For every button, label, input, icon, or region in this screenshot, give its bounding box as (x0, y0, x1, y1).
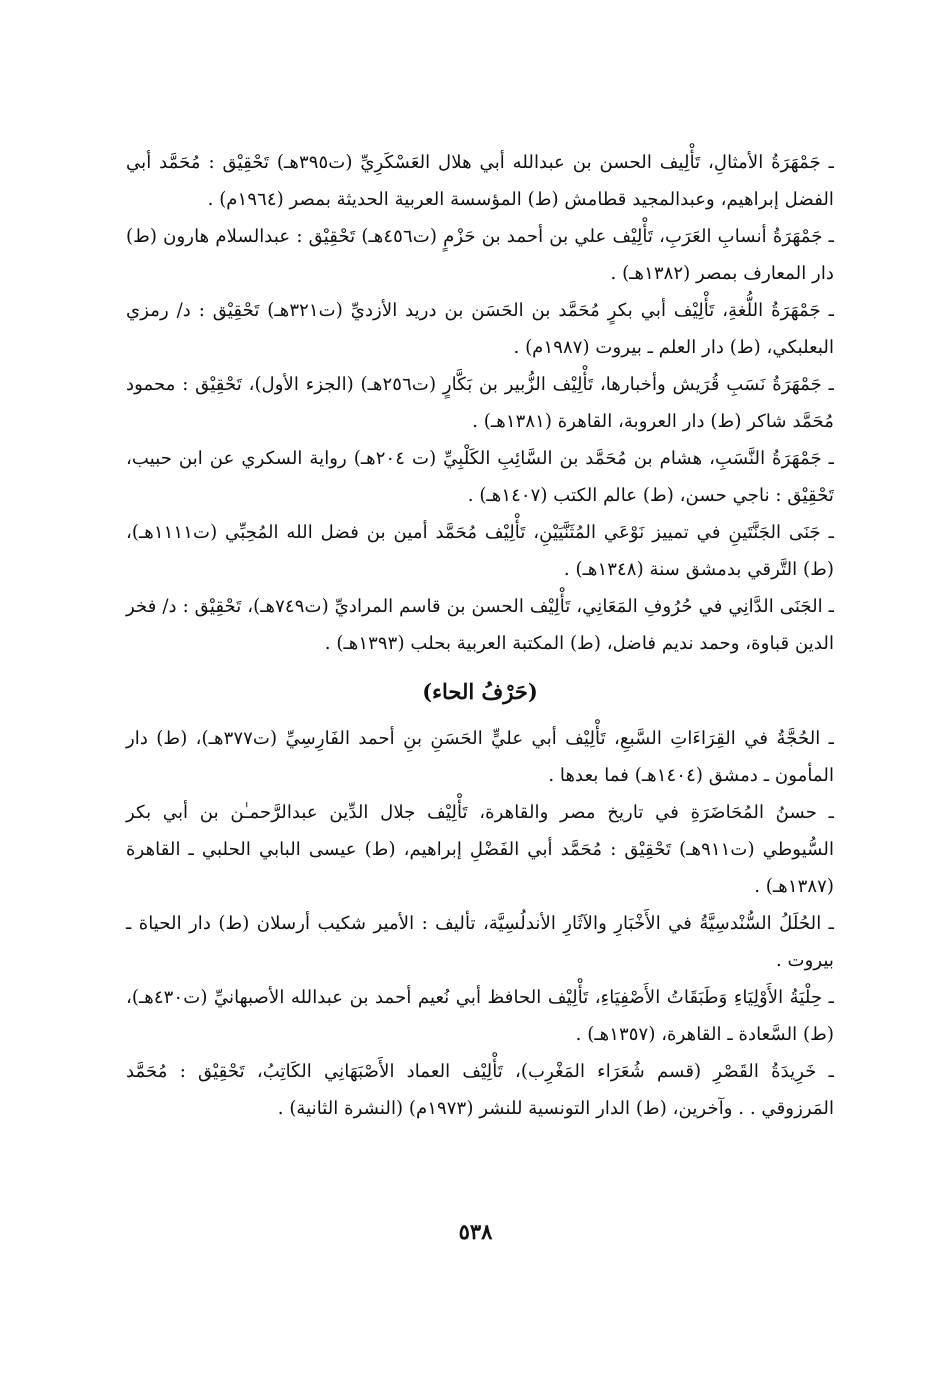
bibliography-entry: ـ خَرِيدَةُ القَصْرِ (قسم شُعَرَاء المَغْرِب)، تَأْلِيْف العماد الأَصْبَهَانِي الكَاتِبُ، تَحْقِيْق : مُحَمَّد المَرزوقي . . وآخرين، (ط) الدار التونسية للنشر (١٩٧٣م) (النشرة الثانية) . (126, 1061, 834, 1119)
bibliography-content (126, 144, 834, 1127)
bibliography-entry: ـ حِلْيَةُ الأَوْلِيَاءِ وَطَبَقَاتُ الأَصْفِيَاءِ، تَأْلِيْف الحافظ أبي نُعيم أحمد بن عبدالله الأصبهانيِّ (ت٤٣٠هـ)، (ط) السَّعادة ـ القاهرة، (١٣٥٧هـ) . (126, 987, 834, 1045)
bibliography-entry: ـ حسنُ المُحَاضَرَةِ في تاريخ مصر والقاهرة، تَأْلِيْف جلال الدِّين عبدالرَّحمـٰن بن أبي بكر السُّيوطي (ت٩١١هـ) تَحْقِيْق : مُحَمَّد أبي الفَضْلِ إبراهيم، (ط) عيسى البابي الحلبي ـ القاهرة (١٣٨٧هـ) . (126, 802, 835, 897)
bibliography-entry: ـ جَمْهَرَةُ النَّسَبِ، هشام بن مُحَمَّد بن السَّائِبِ الكَلْبِيِّ (ت ٢٠٤هـ) رواية السكري عن ابن حبيب، تَحْقِيْق : ناجي حسن، (ط) عالم الكتب (١٤٠٧هـ) . (126, 448, 834, 506)
section-heading: (حَرْفُ الحاء) (422, 679, 538, 704)
page-number: ٥٣٨ (458, 1219, 493, 1244)
bibliography-entry: ـ الجَنَى الدَّانِي في حُرُوفِ المَعَانِي، تَأْلِيْف الحسن بن قاسم المراديِّ (ت٧٤٩هـ)، تَحْقِيْق : د/ فخر الدين قباوة، وحمد نديم فاضل، (ط) المكتبة العربية بحلب (١٣٩٣هـ) . (126, 596, 834, 654)
bibliography-entry: ـ جَمْهَرَةُ أنسابِ العَرَبِ، تَأْلِيْف علي بن أحمد بن حَزْمٍ (ت٤٥٦هـ) تَحْقِيْق : عبدالسلام هارون (ط) دار المعارف بمصر (١٣٨٢هـ) . (126, 226, 834, 284)
bibliography-entry: ـ جَمْهَرَةُ اللُّغةِ، تَأْلِيْف أبي بكرٍ مُحَمَّد بن الحَسَن بن دريد الأزديِّ (ت٣٢١هـ) تَحْقِيْق : د/ رمزي البعلبكي، (ط) دار العلم ـ بيروت (١٩٨٧م) . (126, 300, 834, 358)
bibliography-entry: ـ جَمْهَرَةُ نَسَبِ قُرَيش وأخبارها، تَأْلِيْف الزُّبير بن بَكَّارٍ (ت٢٥٦هـ) (الجزء الأول)، تَحْقِيْق : محمود مُحَمَّد شاكر (ط) دار العروبة، القاهرة (١٣٨١هـ) . (126, 374, 834, 432)
bibliography-entry: ـ جَمْهَرَةُ الأمثالِ، تَأْلِيف الحسن بن عبدالله أبي هلال العَسْكَرِيِّ (ت٣٩٥هـ) تَحْقِيْق : مُحَمَّد أبي الفضل إبراهيم، وعبدالمجيد قطامش (ط) المؤسسة العربية الحديثة بمصر (١٩٦٤م) . (126, 152, 834, 210)
bibliography-entry: ـ الحُجَّةُ في القِرَاءَاتِ السَّبعِ، تَأْلِيْف أبي عليٍّ الحَسَنِ بنِ أحمد الفَارِسِيِّ (ت٣٧٧هـ)، (ط) دار المأمون ـ دمشق (١٤٠٤هـ) فما بعدها . (126, 728, 834, 786)
bibliography-entry: ـ الحُلَلُ السُّنْدسِيَّةُ في الأَخْبَارِ والآثَارِ الأندلُسِيَّة، تأليف : الأمير شكيب أرسلان (ط) دار الحياة ـ بيروت . (126, 913, 834, 971)
bibliography-entry: ـ جَنَى الجَنَّتَينِ في تمييز نَوْعَي المُثَنَّيَيْنِ، تَأْلِيْف مُحَمَّد أمين بن فضل الله المُحِبِّي (ت١١١١هـ)، (ط) التَّرقي بدمشق سنة (١٣٤٨هـ) . (126, 522, 834, 580)
